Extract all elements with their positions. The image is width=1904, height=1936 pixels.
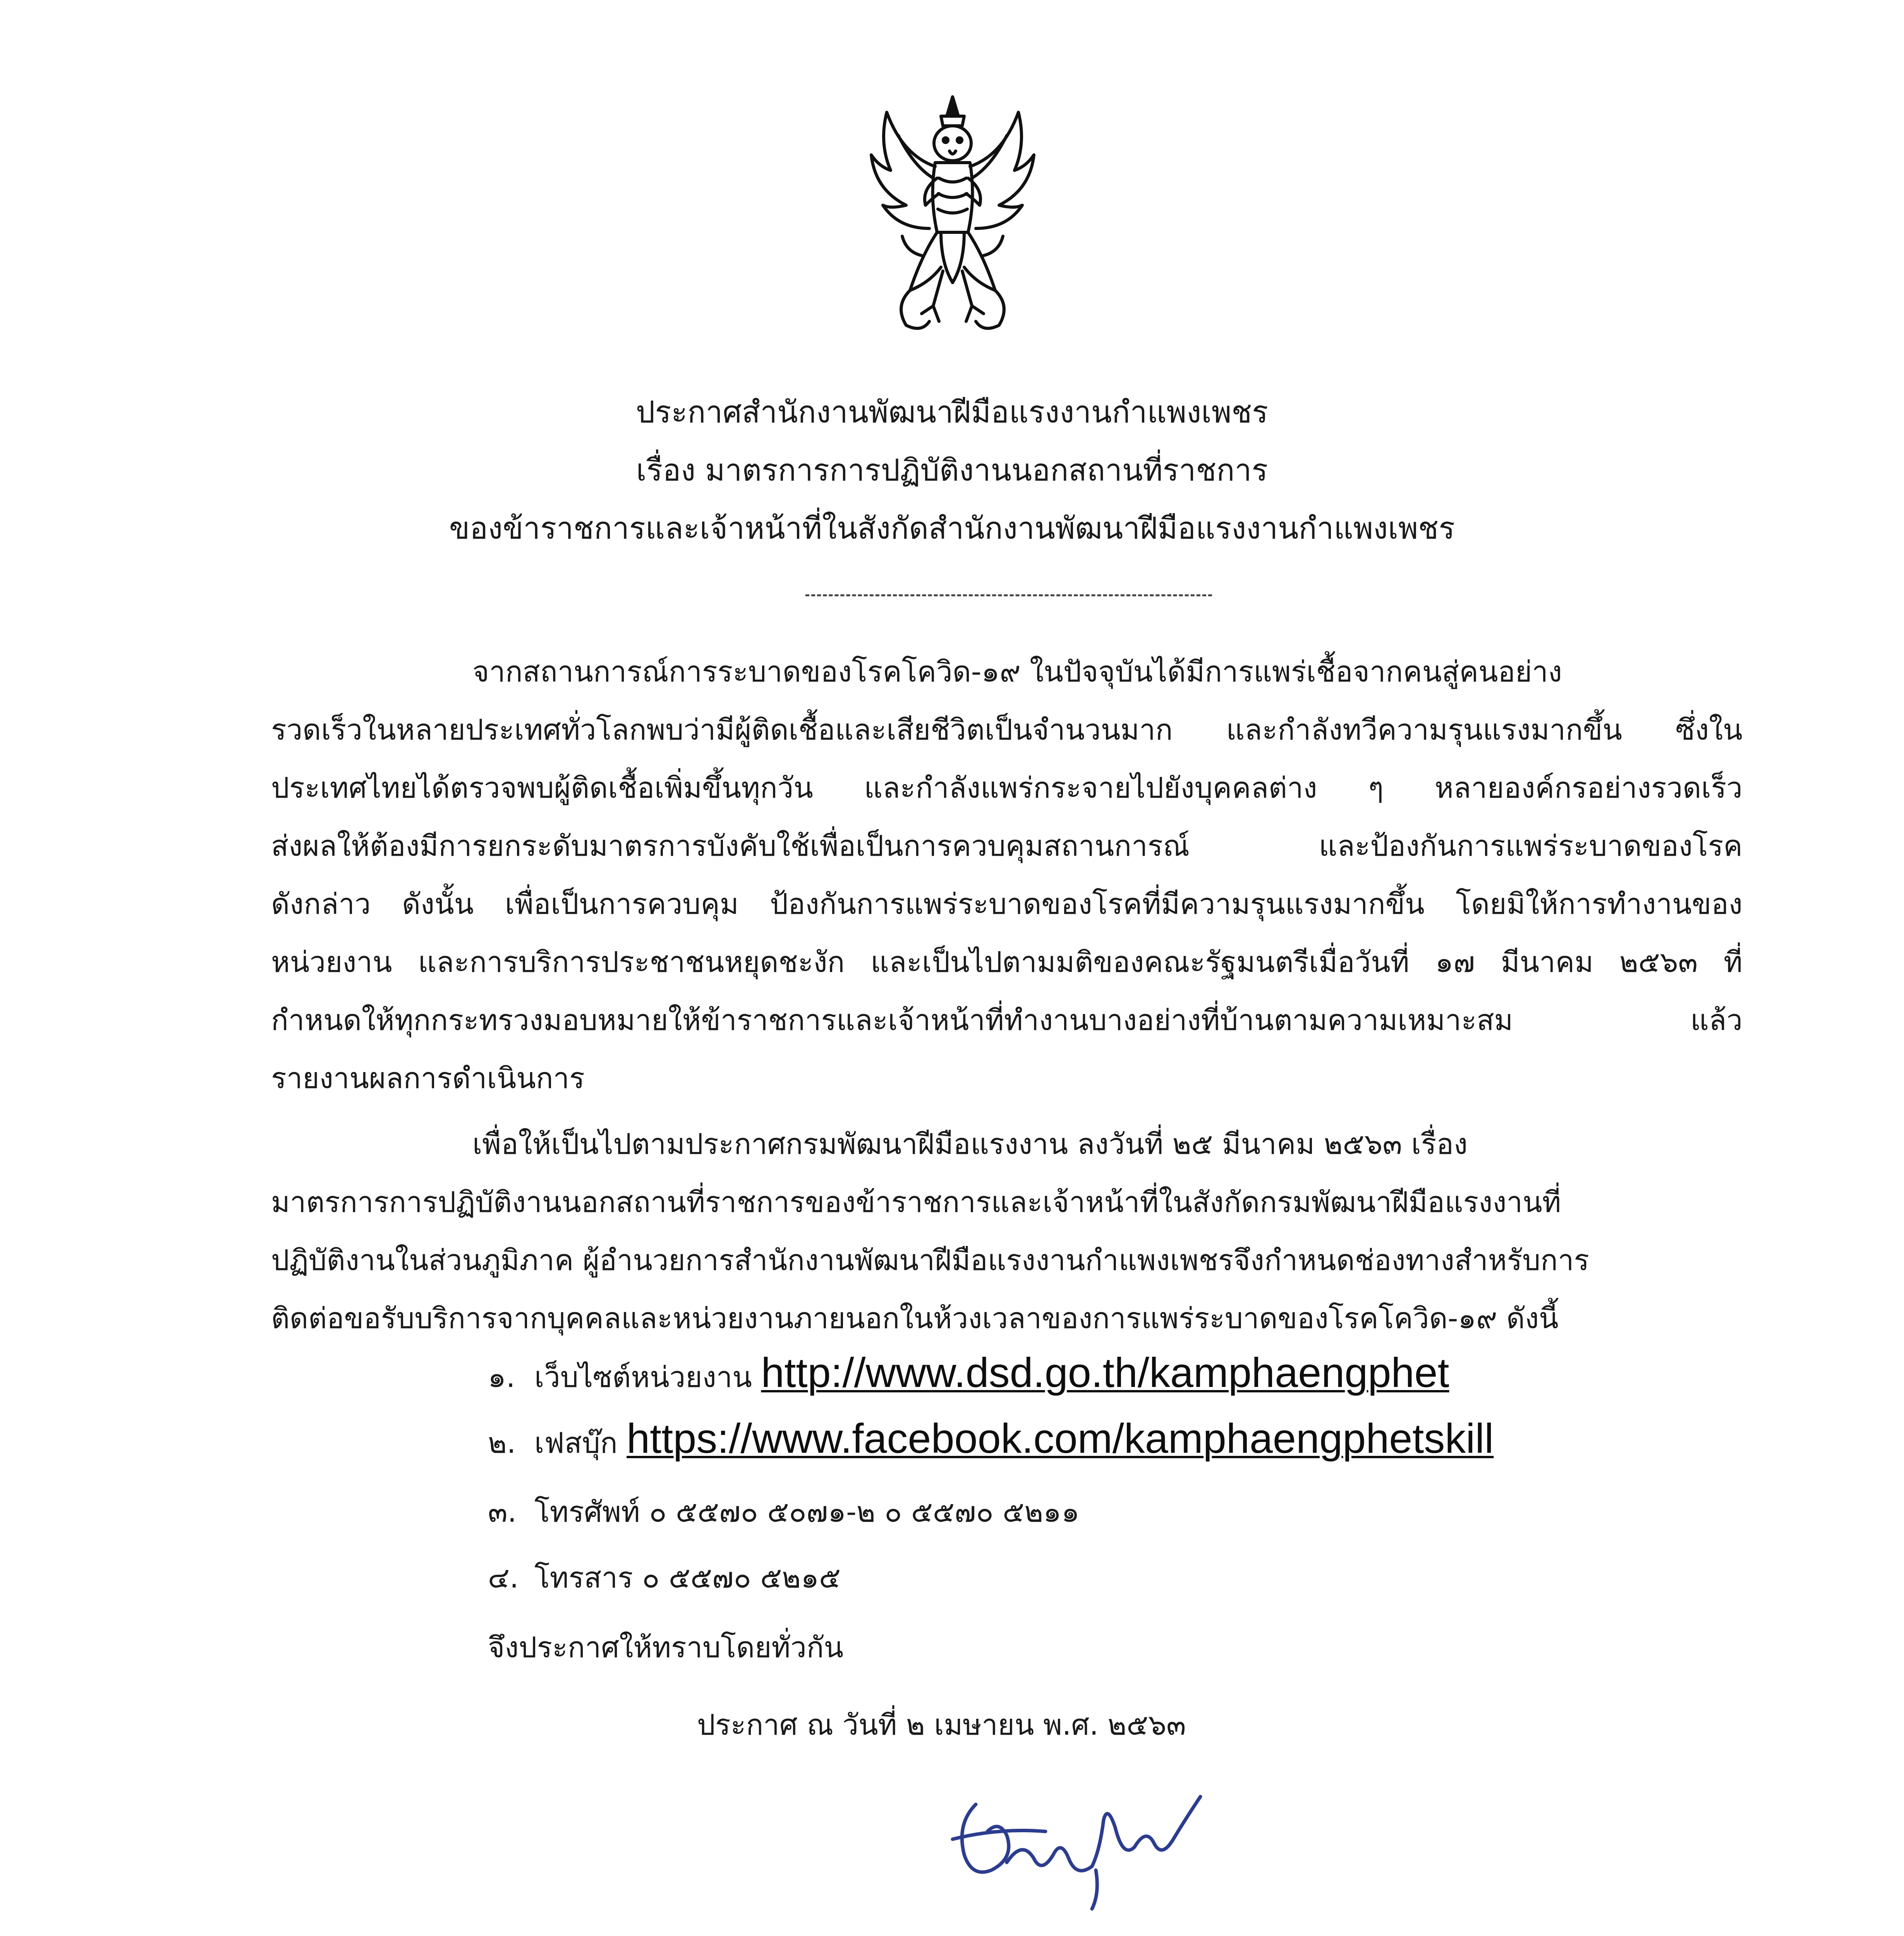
announcement-header <box>0 383 1904 558</box>
header-divider <box>805 594 1212 596</box>
announcement-date: ประกาศ ณ วันที่ ๒ เมษายน พ.ศ. ๒๕๖๓ <box>697 1708 1186 1742</box>
closing-statement: จึงประกาศให้ทราบโดยทั่วกัน <box>488 1631 844 1664</box>
paragraph-1-line: จากสถานการณ์การระบาดของโรคโควิด-๑๙ ในปัจจุบันได้มีการแพร่เชื้อจากคนสู่คนอย่าง <box>472 655 1562 688</box>
garuda-emblem <box>864 89 1042 337</box>
paragraph-2 <box>271 1115 1743 1347</box>
header-line-1: ประกาศสำนักงานพัฒนาฝีมือแรงงานกำแพงเพชร <box>635 395 1269 430</box>
facebook-link[interactable]: https://www.facebook.com/kamphaengphetskill <box>627 1415 1494 1462</box>
item-number: ๑. <box>488 1361 515 1394</box>
item-label: โทรศัพท์ ๐ ๕๕๗๐ ๕๐๗๑-๒ ๐ ๕๕๗๐ ๕๒๑๑ <box>534 1495 1080 1529</box>
item-label: โทรสาร ๐ ๕๕๗๐ ๕๒๑๕ <box>534 1561 841 1594</box>
item-number: ๔. <box>488 1561 519 1594</box>
paragraph-1-line: รวดเร็วในหลายประเทศทั่วโลกพบว่ามีผู้ติดเชื้อและเสียชีวิตเป็นจำนวนมาก และกำลังทวีความรุนแรงมากขึ้น ซึ่งใน <box>271 713 1743 747</box>
paragraph-1-line: หน่วยงาน และการบริการประชาชนหยุดชะงัก และเป็นไปตามมติของคณะรัฐมนตรีเมื่อวันที่ ๑๗ มีนาคม ๒๕๖๓ ที่ <box>271 946 1743 979</box>
header-line-3: ของข้าราชการและเจ้าหน้าที่ในสังกัดสำนักงานพัฒนาฝีมือแรงงานกำแพงเพชร <box>449 511 1455 546</box>
contact-item-facebook <box>488 1409 1494 1472</box>
paragraph-1-line: ส่งผลให้ต้องมีการยกระดับมาตรการบังคับใช้เพื่อเป็นการควบคุมสถานการณ์ และป้องกันการแพร่ระบาดของโรค <box>271 829 1743 863</box>
paragraph-1-line: ดังกล่าว ดังนั้น เพื่อเป็นการควบคุม ป้องกันการแพร่ระบาดของโรคที่มีความรุนแรงมากขึ้น โดยมิให้การทำงานของ <box>271 887 1743 921</box>
paragraph-2-line: มาตรการการปฏิบัติงานนอกสถานที่ราชการของข้าราชการและเจ้าหน้าที่ในสังกัดกรมพัฒนาฝีมือแรงงานที่ <box>271 1186 1561 1219</box>
contact-item-phone <box>488 1483 1080 1541</box>
paragraph-2-line: ปฏิบัติงานในส่วนภูมิภาค ผู้อำนวยการสำนักงานพัฒนาฝีมือแรงงานกำแพงเพชรจึงกำหนดช่องทางสำหรับการ <box>271 1244 1590 1277</box>
item-label: เว็บไซต์หน่วยงาน <box>534 1361 761 1394</box>
paragraph-2-line: ติดต่อขอรับบริการจากบุคคลและหน่วยงานภายนอกในห้วงเวลาของการแพร่ระบาดของโรคโควิด-๑๙ ดังนี้ <box>271 1302 1559 1335</box>
item-number: ๓. <box>488 1495 517 1529</box>
paragraph-2-line: เพื่อให้เป็นไปตามประกาศกรมพัฒนาฝีมือแรงงาน ลงวันที่ ๒๕ มีนาคม ๒๕๖๓ เรื่อง <box>472 1128 1468 1161</box>
paragraph-1-line: รายงานผลการดำเนินการ <box>271 1062 585 1095</box>
paragraph-1-line: ประเทศไทยได้ตรวจพบผู้ติดเชื้อเพิ่มขึ้นทุกวัน และกำลังแพร่กระจายไปยังบุคคลต่าง ๆ หลายองค์กรอย่างรวดเร็ว <box>271 771 1743 805</box>
contact-item-website <box>488 1344 1449 1406</box>
website-link[interactable]: http://www.dsd.go.th/kamphaengphet <box>761 1349 1449 1396</box>
paragraph-1 <box>271 643 1743 1107</box>
paragraph-1-line: กำหนดให้ทุกกระทรวงมอบหมายให้ข้าราชการและเจ้าหน้าที่ทำงานบางอย่างที่บ้านตามความเหมาะสม แล้ว <box>271 1004 1743 1037</box>
item-label: เฟสบุ๊ก <box>534 1426 627 1460</box>
signer-name <box>937 1928 1195 1936</box>
contact-item-fax <box>488 1549 841 1607</box>
handwritten-signature <box>929 1781 1224 1913</box>
header-line-2: เรื่อง มาตรการการปฏิบัติงานนอกสถานที่ราชการ <box>636 453 1268 488</box>
item-number: ๒. <box>488 1426 516 1460</box>
